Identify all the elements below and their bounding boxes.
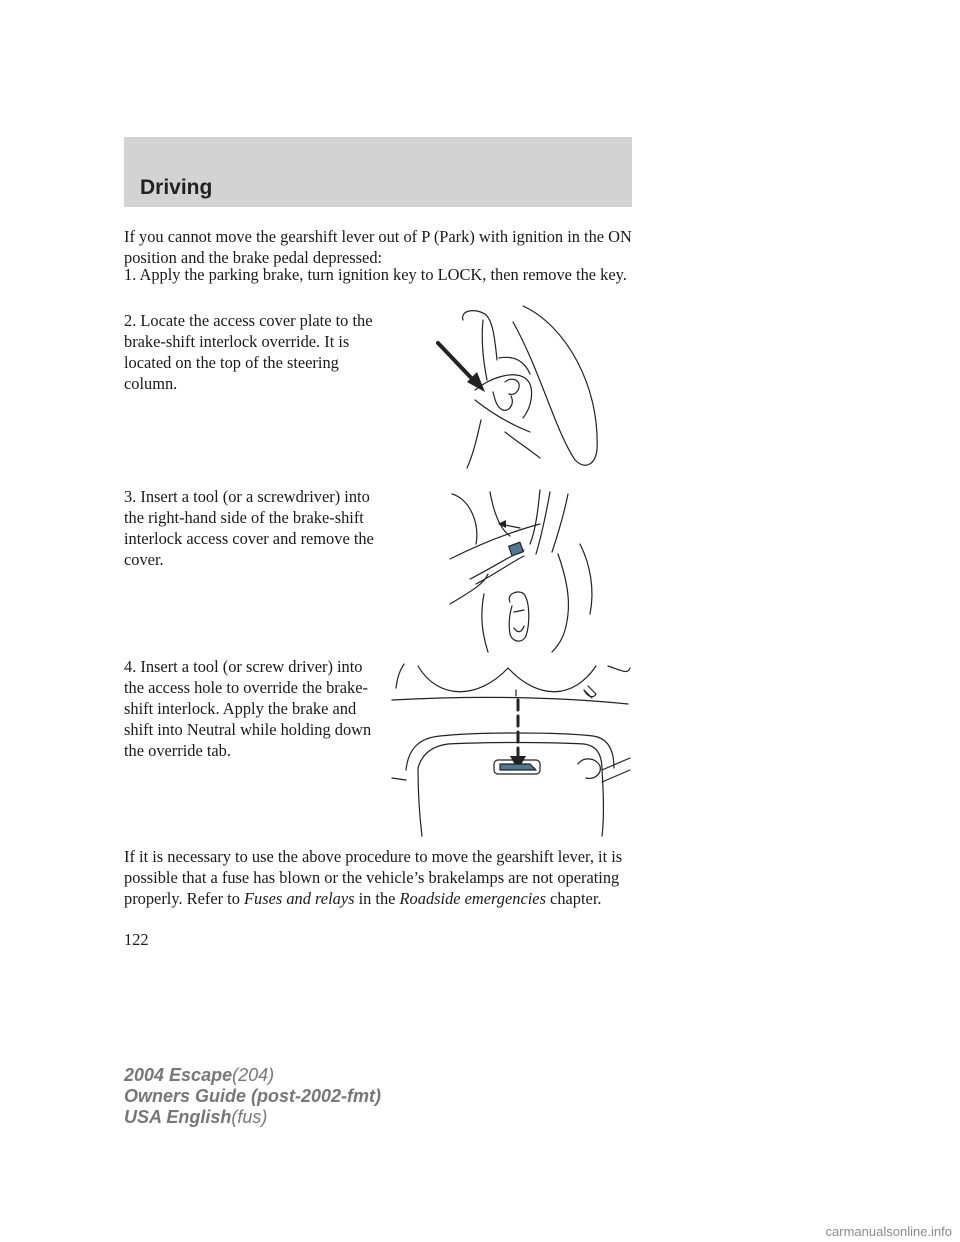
- step-2-text: 2. Locate the access cover plate to the brake-shift interlock override. It is located on the top of the steering column.: [124, 311, 373, 393]
- note-paragraph: [124, 846, 644, 909]
- step-3-text: 3. Insert a tool (or a screwdriver) into the right-hand side of the brake-shift interlock access cover and remove the cover.: [124, 487, 374, 569]
- page-number: 122: [124, 930, 149, 949]
- override-access-hole-illustration: [388, 660, 633, 838]
- document-footer: [124, 1065, 381, 1128]
- footer-language: USA English: [124, 1107, 232, 1127]
- footer-vehicle-code: (204): [232, 1065, 275, 1085]
- roadside-emergencies-reference: Roadside emergencies: [399, 889, 546, 908]
- section-title: Driving: [140, 176, 213, 199]
- footer-guide: Owners Guide (post-2002-fmt): [124, 1086, 382, 1106]
- footer-vehicle: 2004 Escape: [124, 1065, 233, 1085]
- note-text-part2: in the: [354, 889, 400, 908]
- fuses-and-relays-reference: Fuses and relays: [244, 889, 355, 908]
- step-4-text: 4. Insert a tool (or screw driver) into the access hole to override the brake-shift interlock. Apply the brake and shift into Neutral while holding down the override tab.: [124, 657, 372, 760]
- watermark: carmanualsonline.info: [825, 1224, 952, 1239]
- footer-guide-line: [124, 1086, 381, 1107]
- footer-vehicle-line: [124, 1065, 381, 1086]
- access-cover-illustration: [440, 484, 610, 654]
- note-text-part1: If it is necessary to use the above procedure to move the gearshift lever, it is possible that a fuse has blown or the vehicle’s brakelamps are not operating properly. Refer to: [124, 847, 623, 908]
- steering-column-illustration: [405, 300, 610, 475]
- intro-paragraph: If you cannot move the gearshift lever out of P (Park) with ignition in the ON position and the brake pedal depressed:: [124, 227, 632, 267]
- note-text-part3: chapter.: [545, 889, 602, 908]
- footer-language-line: [124, 1107, 381, 1128]
- step-1-text: 1. Apply the parking brake, turn ignition key to LOCK, then remove the key.: [124, 265, 627, 284]
- footer-language-code: (fus): [231, 1107, 268, 1127]
